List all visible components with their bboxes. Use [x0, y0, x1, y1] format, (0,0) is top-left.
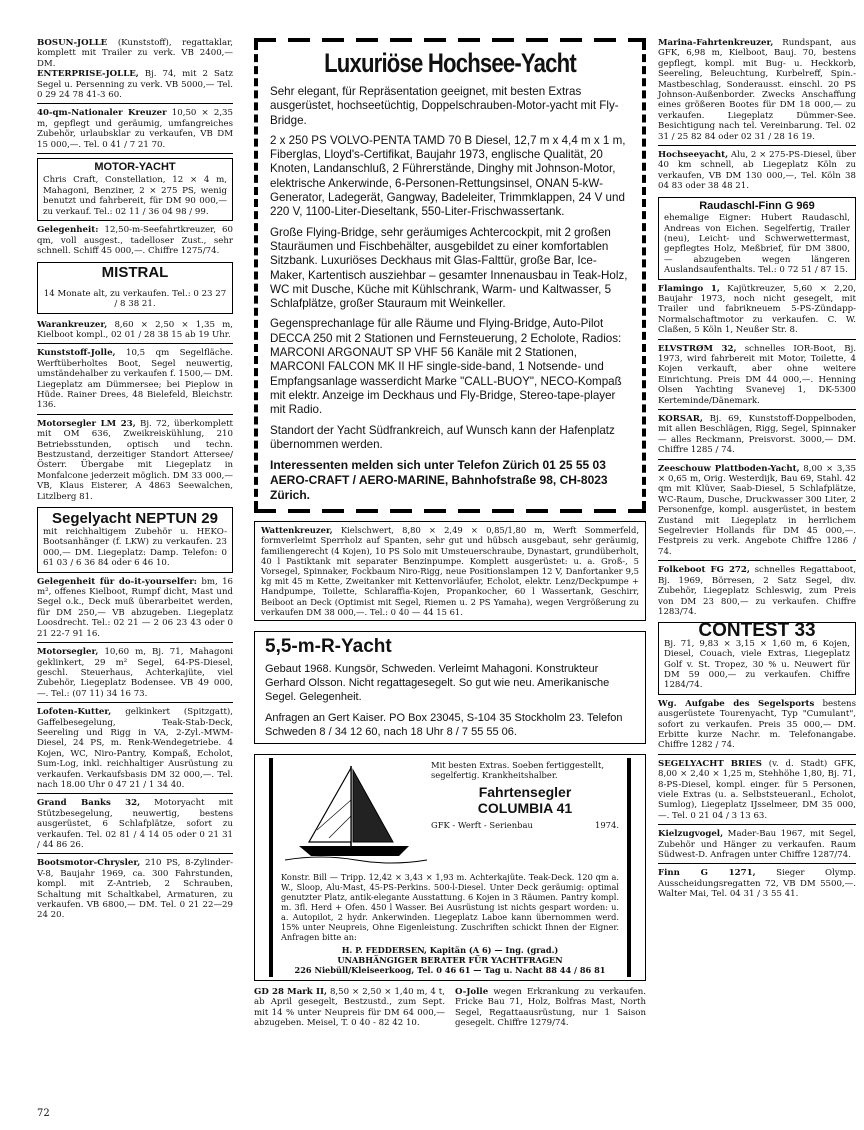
classified-ad: Gelegenheit: 12,50-m-Seefahrtkreuzer, 60 qm, voll ausgest., tadelloser Zust., sehr schnell. Schiff 45 000,—. Chiffre 1275/74.	[37, 225, 233, 256]
ad-paragraph: Gebaut 1968. Kungsör, Schweden. Verleimt Mahagoni. Konstrukteur Gerhard Olsson. Nicht regattagesegelt. So gut wie neu. Amerikanische Segel. Gelegenheit.	[265, 662, 610, 704]
classified-ad: 40-qm-Nationaler Kreuzer 10,50 × 2,35 m, gepflegt und geräumig, umfangreiches Zubehör, urlaubsklar zu verkaufen, VB DM 15 000,—. Tel. 0 41 / 7 21 70.	[37, 108, 233, 150]
divider	[37, 153, 233, 154]
divider	[658, 459, 856, 460]
classified-ad: SEGELYACHT BRIES (v. d. Stadt) GFK, 8,00 × 2,40 × 1,25 m, Stehhöhe 1,80, Bj. 71, 8-PS-Diesel, kompl. einger. für 5 Personen, viele Extras (u. a. Selbststeueranl., Echolot, Sumlog), Liegeplatz IJsselmeer, DM 35 000,—. Tel. 0 21 04 / 3 13 63.	[658, 758, 856, 821]
classified-ad: ENTERPRISE-JOLLE, Bj. 74, mit 2 Satz Segel u. Persenning zu verk. VB 5000,— Tel. 0 29 24 78 41-3 60.	[37, 69, 233, 101]
ad-subline: GFK - Werft - Serienbau 1974.	[431, 819, 619, 830]
classified-ad: Wg. Aufgabe des Segelsports bestens ausgerüstete Tourenyacht, Typ "Cumulant", sofort zu verkaufen. Preis 35 000,— DM. Erbitte kurze Nachr. m. Telefonangabe. Chiffre 1282 / 74.	[658, 698, 856, 751]
classified-ad: GD 28 Mark II, 8,50 × 2,50 × 1,40 m, 4 t, ab April gesegelt, Bestzustd., zum Sept. mit 14 % unter Neupreis für DM 64 000,— abzugeben. Meisel, T. 0 40 - 82 42 10.	[254, 986, 445, 1029]
divider	[658, 409, 856, 410]
motor-yacht-ad	[37, 158, 233, 221]
ad-text: mit reichhaltigem Zubehör u. HEKO-Bootsanhänger (f. LKW) zu verkaufen. 23 000,— DM. Liegeplatz: Damp. Telefon: 0 61 03 / 6 36 84 oder 6 46 10.	[43, 527, 227, 569]
sailboat-illustration	[281, 760, 431, 870]
classified-ad: Grand Banks 32, Motoryacht mit Stützbesegelung, neuwertig, bestens ausgerüstet, 6 Schlafplätze, sofort zu verkaufen. Tel. 02 81 / 4 14 05 oder 0 21 31 / 44 86 26.	[37, 798, 233, 850]
ad-text: Bj. 71, 9,83 × 3,15 × 1,60 m, 6 Kojen, Diesel, Couach, viele Extras, Liegeplatz Golf v. St. Tropez, 30 % u. Neuwert für DM 59 000,— zu verkaufen. Chiffre 1284/74.	[664, 638, 850, 691]
divider	[37, 103, 233, 104]
contest-ad	[658, 622, 856, 694]
left-column	[37, 38, 233, 921]
ad-text: ehemalige Eigner: Hubert Raudaschl, Andreas von Eichen. Segelfertig, Trailer (neu), Leicht- und Schwerwettermast, gepflegtes Holz, Meßbrief, für DM 3800,— abzugeben wegen längeren Auslandsaufenthalts. Tel.: 0 72 51 / 87 15.	[664, 213, 850, 276]
ad-text: 14 Monate alt, zu verkaufen. Tel.: 0 23 27 / 8 38 21.	[43, 288, 227, 310]
neptun-ad	[37, 507, 233, 573]
divider	[658, 863, 856, 864]
ad-signature: 226 Niebüll/Kleiseerkoog, Tel. 0 46 61 — Tag u. Nacht 88 44 / 86 81	[294, 964, 606, 975]
divider	[37, 793, 233, 794]
classified-ad: ELVSTRØM 32, schnelles IOR-Boot, Bj. 1973, wird fahrbereit mit Motor, Toilette, 4 Kojen verkauft, aber ohne weitere Einrichtung. Preis DM 44 000,—. Henning Olsen Yachting Svanevej 1, DK-5300 Kerteminde/Dänemark.	[658, 343, 856, 406]
ad-signature: H. P. FEDDERSEN, Kapitän (A 6) — Ing. (grad.)	[341, 944, 559, 955]
classified-ad: Gelegenheit für do-it-yourselfer: bm, 16 m², offenes Kielboot, Rumpf dicht, Mast und Segel o.k., Deck muß überarbeitet werden, für DM 250,— VB abzugeben. Liegeplatz Loosdrecht. Tel.: 02 21 — 2 06 23 43 oder 0 21 22-7 91 16.	[37, 576, 233, 639]
ad-paragraph: Anfragen an Gert Kaiser. PO Box 23045, S-104 35 Stockholm 23. Telefon Schweden 8 / 34 12 60, nach 18 Uhr 8 / 7 55 55 06.	[265, 711, 623, 738]
ad-signature: UNABHÄNGIGER BERATER FÜR YACHTFRAGEN	[337, 954, 563, 965]
ad-brand: Fahrtensegler	[478, 783, 572, 800]
classified-ad: Lofoten-Kutter, gelkinkert (Spitzgatt), Gaffelbesegelung, Teak-Stab-Deck, Seereling und Rigg in VA, 2-Zyl.-MWM-Diesel, 24 PS, m. Renk-Wendegetriebe. 4 Kojen, WC, Niro-Pantry, Kompaß, Echolot, Sum-Log, inkl. reichhaltiger Ausrüstung zu verkaufen. Verkaufsbasis DM 32 000,—. Tel. nach 18.00 Uhr 0 47 21 / 1 34 40.	[37, 707, 233, 790]
classified-ad: Zeeschouw Plattboden-Yacht, 8,00 × 3,35 × 0,65 m, Orig. Westerdijk, Bau 69, Stahl. 42 qm mit Klüver, Saab-Diesel, 5 Schlafplätze, WC-Raum, Dusche, Druckwasser 300 Liter, 2 Personenfge, kompl. ausgerüstet, in bestem Zustand mit Liegeplatz in herrlichem Segelrevier Hollands für DM 45 000,—. Festpreis zu verk. Angebote Chiffre 1286 / 74.	[658, 463, 856, 557]
bottom-ads	[254, 987, 646, 1029]
divider	[37, 702, 233, 703]
ad-model: COLUMBIA 41	[477, 799, 573, 816]
divider	[658, 145, 856, 146]
ad-paragraph: Gegensprechanlage für alle Räume und Flying-Bridge, Auto-Pilot DECCA 250 mit 2 Stationen und Fernsteuerung, 2 Echolote, Radios: MARCONI ARGONAUT SP VHF 56 Kanäle mit 2 Stationen, MARCONI FALCON MK II HF single-side-band, 1 Notsende- und Empfangsanlage wasserdicht Marke "CALL-BUOY", NECO-Kompaß mit elektr. Anzeige im Deckhaus und Fly-Bridge, Stereo-tape-player mit Radio.	[270, 317, 622, 417]
classified-ad: Kunststoff-Jolle, 10,5 qm Segelfläche. Werftüberholtes Boot, Segel neuwertig, umständehalber zu verkaufen f. 1500,— DM. Liegeplatz am Dümmersee; bei Pieplow in Hüde. Rainer Drees, 48 Bielefeld, Bleichstr. 136.	[37, 348, 233, 411]
classified-ad: Bootsmotor-Chrysler, 210 PS, 8-Zylinder-V-8, Baujahr 1969, ca. 300 Fahrstunden, kompl. mit Z-Antrieb, 2 Schrauben, Schaltung mit Schaltkabel, Armaturen, zu verkaufen. VB 6800,— DM. Tel. 0 21 22—29 24 20.	[37, 858, 233, 921]
columbia-ad	[254, 754, 646, 981]
classified-ad: Finn G 1271, Sieger Olymp. Ausscheidungsregatten 72, VB DM 5500,—. Walter Mai, Tel. 04 31 / 3 55 41.	[658, 868, 856, 900]
classified-ad: Hochseeyacht, Alu, 2 × 275-PS-Diesel, über 40 km schnell, ab Liegeplatz Köln zu verkaufen, VB DM 130 000,—, Tel. Köln 38 04 83 oder 38 48 21.	[658, 150, 856, 192]
classified-ad: Folkeboot FG 272, schnelles Regattaboot, Bj. 1969, Börresen, 2 Satz Segel, div. Zubehör, Liegeplatz Schleswig, zum Preis von DM 23 800,— zu verkaufen. Chiffre 1283/74.	[658, 565, 856, 617]
ad-text: Chris Craft, Constellation, 12 × 4 m, Mahagoni, Benziner, 2 × 275 PS, wenig benutzt und fahrbereit, für DM 90 000,— zu verkauf. Tel.: 02 11 / 36 04 98 / 99.	[43, 175, 227, 217]
ad-paragraph: 2 x 250 PS VOLVO-PENTA TAMD 70 B Diesel, 12,7 m x 4,4 m x 1 m, Fiberglas, Lloyd's-Certifikat, Baujahr 1973, englische Qualität, 20 Knoten, Landanschluß, 2 Führerstände, Dinghy mit Johnson-Motor, elektrische Ankerwinde, 6-Personen-Rettungsinsel, ONAN 5-kW-Generator, Ladegerät, Gangway, Badeleiter, Trimmklappen, 24 V und 220 V, 1100-Liter-Dieseltank, 550-Liter-Frischwassertank.	[270, 133, 626, 219]
divider	[658, 339, 856, 340]
classified-ad: O-Jolle wegen Erkrankung zu verkaufen. Fricke Bau 71, Holz, Bolfras Mast, North Segel, Regattaausrüstung, nur 1 Saison gesegelt. Chiffre 1279/74.	[455, 986, 646, 1029]
ad-paragraph: Standort der Yacht Südfrankreich, auf Wunsch kann der Hafenplatz übernommen werden.	[270, 423, 615, 451]
dashed-border-bottom	[254, 509, 646, 513]
divider	[658, 754, 856, 755]
ad-title: MOTOR-YACHT	[94, 161, 176, 174]
classified-ad: KORSAR, Bj. 69, Kunststoff-Doppelboden, mit allen Beschlägen, Rigg, Segel, Spinnaker — alles Reckmann, Preisvorst. 3000,— DM. Chiffre 1285 / 74.	[658, 414, 856, 456]
divider	[37, 414, 233, 415]
classified-ad: Marina-Fahrtenkreuzer, Rundspant, aus GFK, 6,98 m, Kielboot, Bauj. 70, bestens gepflegt, kompl. mit Bug- u. Heckkorb, Seereling, Beleuchtung, Kurbelreff, Spin.-Mastbeschlag, Sonderausst. einschl. 20 PS Johnson-Außenborder. Zwecks Anschaffung eines größeren Bootes für DM 18 000,— zu verkaufen. Liegeplatz Dümmer-See. Besichtigung nach tel. Vereinbarung. Tel. 02 31 / 25 82 84 oder 02 31 / 28 16 19.	[658, 38, 856, 142]
divider	[37, 853, 233, 854]
ad-text: Konstr. Bill — Tripp. 12,42 × 3,43 × 1,93 m. Achterkajüte. Teak-Deck. 120 qm a. W., Sloop, Alu-Mast, 45-PS-Perkins. 500-l-Diesel. Unter Deck geräumig: optimal genutzter Platz, antik-elegante Ausstattung. 6 Kojen in 3 Räumen. Pantry kompl. m. 3fl. Herd + Ofen. 450 l Wasser. Bei Ausrüstung ist nichts gespart worden: u. a. Autopilot, 2 hydr. Ankerwinden. Liegeplatz Laboe kann übernommen werd. 15% unter Neupreis, Ohne Eigenleistung. Zuschriften schickt Ihnen der Eigner. Anfragen bitte an:	[281, 871, 619, 942]
classified-ad: Motorsegler, 10,60 m, Bj. 71, Mahagoni geklinkert, 29 m² Segel, 64-PS-Diesel, geschl. Steuerhaus, Achterkajüte, viel Zubehör, Liegeplatz Bodensee. VB 49 000,—. Tel.: (07 11) 34 16 73.	[37, 647, 233, 699]
right-column	[658, 38, 856, 900]
ad-title: Raudaschl-Finn G 969	[699, 199, 815, 212]
page-number: 72	[37, 1108, 50, 1119]
ad-contact: Interessenten melden sich unter Telefon Zürich 01 25 55 03 AERO-CRAFT / AERO-MARINE, Bahnhofstraße 98, CH-8023 Zürich.	[270, 458, 608, 503]
divider	[658, 824, 856, 825]
ad-paragraph: Große Flying-Bridge, sehr geräumiges Achtercockpit, mit 2 großen Stauräumen und Fischbehälter, ausgebildet zu einer komfortablen Sitzbank. Luxuriöses Deckhaus mit Glas-Falttür, große Bar, Ice-Maker, Kartentisch ausziehbar – gesamter Innenausbau in Teak-Holz, WC mit Dusche, Küche mit Kühlschrank, Warm- und Kaltwasser, 5 Schlafplätze, großer Stauraum mit Weinkeller.	[270, 225, 628, 311]
ad-title: MISTRAL	[101, 264, 169, 282]
ad-headline: Luxuriöse Hochsee-Yacht	[324, 48, 576, 78]
ad-paragraph: Sehr elegant, für Repräsentation geeignet, mit besten Extras ausgerüstet, hochseetüchtig, Doppelschrauben-Motor-yacht mit Fly-Bridge.	[270, 85, 619, 127]
ad-title: CONTEST 33	[698, 620, 816, 642]
classified-ad: Flamingo 1, Kajütkreuzer, 5,60 × 2,20, Baujahr 1973, noch nicht gesegelt, mit Trailer und fabrikneuem 5-PS-Zündapp-Normalschaftmotor zu verkaufen. C. W. Claßen, 5 Köln 1, Neußer Str. 8.	[658, 283, 856, 336]
divider	[37, 343, 233, 344]
mistral-ad	[37, 262, 233, 313]
classified-ad: Kielzugvogel, Mader-Bau 1967, mit Segel, Zubehör und Hänger zu verkaufen. Raum Südwest-D. Anfragen unter Chiffre 1287/74.	[658, 829, 856, 861]
classified-ad: BOSUN-JOLLE (Kunststoff), regattaklar, komplett mit Trailer zu verk. VB 2400,— DM.	[37, 38, 233, 69]
r-yacht-ad	[254, 631, 646, 744]
ad-title: Segelyacht NEPTUN 29	[52, 510, 218, 528]
raudaschl-ad	[658, 197, 856, 280]
divider	[658, 560, 856, 561]
classified-ad: Motorsegler LM 23, Bj. 72, überkomplett mit OM 636, Zweikreiskühlung, 210 Betriebsstunden, optisch und techn. Bestzustand, derzeitiger Standort Attersee/Österr. Übergabe mit Liegeplatz in Monfalcone jederzeit möglich. DM 33 000,— VB, Klaus Eisterer, A 4863 Seewalchen, Litzlberg 81.	[37, 418, 234, 502]
classified-ad: Warankreuzer, 8,60 × 2,50 × 1,35 m, Kielboot kompl., 02 01 / 28 38 15 ab 19 Uhr.	[37, 319, 233, 340]
ad-intro: Mit besten Extras. Soeben fertiggestellt, segelfertig. Krankheitshalber.	[431, 759, 604, 780]
wattenkreuzer-ad: Wattenkreuzer, Kielschwert, 8,80 × 2,49 × 0,85/1,80 m, Werft Sommerfeld, formverleimt Sperrholz auf Spanten, sehr gut und hübsch ausgebaut, sehr geräumig, familiengerecht (4 Kojen), 10 PS Solo mit Umsteuerschraube, Dynastart, grundüberholt, 40 l Pastiktank mit separater Benzinpumpe. Komplett ausgerüstet: u. a. Groß-, 5 Vorsegel, Spinnaker, Fockbaum Niro-Rigg, neue Positionslampen 12 V, Danfortanker 9,5 kg mit 45 m Kette, Zweitanker mit Kettenvorläufer, Echolot, elektr. Lenz/Deckpumpe + Handpumpe, Toilette, Schlaraffia-Kojen, Propankocher, 60 l Wassertank, Geschirr, Beiboot an Deck (Optimist mit Segel, Riemen u. 2 PS Yamaha), wegen Vergrößerung zu verkaufen DM 38 000,—. Tel.: 0 40 — 44 15 61.	[254, 521, 646, 621]
middle-column	[254, 38, 646, 1029]
ad-title: 5,5-m-R-Yacht	[265, 635, 392, 657]
divider	[37, 642, 233, 643]
luxury-yacht-ad	[254, 42, 646, 509]
